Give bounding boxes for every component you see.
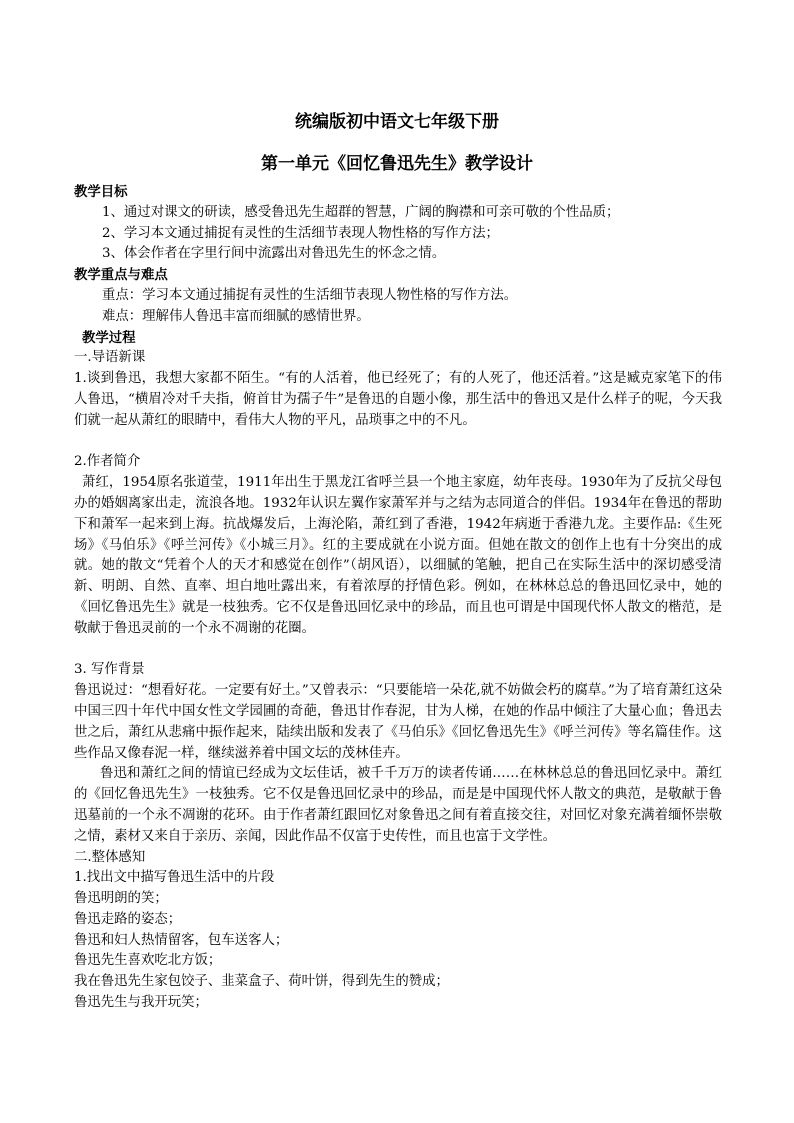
list-item: 我在鲁迅先生家包饺子、韭菜盒子、荷叶饼，得到先生的赞成； [74,974,449,990]
goal-item: 3、体会作者在字里行间中流露出对鲁迅先生的怀念之情。 [102,246,446,262]
paragraph-author: 萧红，1954原名张道莹，1911年出生于黑龙江省呼兰县一个地主家庭，幼年丧母。1930年为了反抗父母包办的婚姻离家出走，流浪各地。1932年认识左翼作家萧军并与之结为志同道合的伴侣。1934年在鲁迅的帮助下和萧军一起来到上海。抗战爆发后，上海沦陷，萧红到了香港，1942年病逝于香港九龙。主要作品:《生死场》《马伯乐》《呼兰河传》《小城三月》。红的主要成就在小说方面。但她在散文的创作上也有十分突出的成就。她的散文“凭着个人的天才和感觉在创作”（胡风语），以细腻的笔触，把自己在实际生活中的深切感受清新、明朗、自然、直率、坦白地吐露出来，有着浓厚的抒情色彩。例如，在林林总总的鲁迅回忆录中，她的《回忆鲁迅先生》就是一枝独秀。它不仅是鲁迅回忆录中的珍品，而且也可谓是中国现代怀人散文的楷范，是敬献于鲁迅灵前的一个永不凋谢的花圈。 [74,475,722,636]
subsection-heading-author: 2.作者简介 [74,454,141,470]
subsection-heading-intro: 一.导语新课 [74,350,146,366]
subsection-heading-background: 3. 写作背景 [74,662,145,678]
document-subtitle: 第一单元《回忆鲁迅先生》教学设计 [261,154,533,174]
document-title: 统编版初中语文七年级下册 [295,112,499,132]
section-heading-keypoints: 教学重点与难点 [74,267,168,284]
list-item: 鲁迅走路的姿态； [74,911,182,927]
list-item: 鲁迅先生与我开玩笑； [74,995,208,1011]
question-1: 1.找出文中描写鲁迅生活中的片段 [74,870,275,886]
spacer [74,640,722,661]
list-item: 鲁迅和妇人热情留客，包车送客人； [74,932,289,948]
spacer [74,432,722,453]
paragraph-background-1: 鲁迅说过：“想看好花。一定要有好土。”又曾表示：“只要能培一朵花,就不妨做会朽的腐草。”为了培育萧红这朵中国三四十年代中国女性文学园圃的奇葩，鲁迅甘作春泥，甘为人梯，在她的作品中倾注了大量心血；鲁迅去世之后，萧红从悲痛中振作起来，陆续出版和发表了《马伯乐》《回忆鲁迅先生》《呼兰河传》等名篇佳作。这些作品又像春泥一样，继续滋养着中国文坛的茂林佳卉。 [74,683,722,761]
keypoint-focus: 重点：学习本文通过捕捉有灵性的生活细节表现人物性格的写作方法。 [102,287,518,303]
section-heading-process: 教学过程 [82,329,136,346]
paragraph-background-2: 鲁迅和萧红之间的情谊已经成为文坛佳话，被千千万万的读者传诵……在林林总总的鲁迅回忆录中。萧红的《回忆鲁迅先生》一枝独秀。它不仅是鲁迅回忆录中的珍品，而是是中国现代怀人散文的典范，是敬献于鲁迅墓前的一个永不凋谢的花环。由于作者萧红跟回忆对象鲁迅之间有着直接交往，对回忆对象充满着缅怀崇敬之情，素材又来自于亲历、亲闻，因此作品不仅富于史传性，而且也富于文学性。 [74,766,722,844]
subsection-heading-overview: 二.整体感知 [74,849,146,865]
paragraph-intro: 1.谈到鲁迅，我想大家都不陌生。“有的人活着，他已经死了；有的人死了，他还活着。”这是臧克家笔下的伟人鲁迅，“横眉冷对千夫指，俯首甘为孺子牛”是鲁迅的自题小像，那生活中的鲁迅又是什么样子的呢，今天我们就一起从萧红的眼睛中，看伟大人物的平凡，品琐事之中的不凡。 [74,371,722,428]
keypoint-difficulty: 难点：理解伟人鲁迅丰富而细腻的感情世界。 [102,308,370,324]
goal-item: 2、学习本文通过捕捉有灵性的生活细节表现人物性格的写作方法； [102,225,499,241]
goal-item: 1、通过对课文的研读，感受鲁迅先生超群的智慧，广阔的胸襟和可亲可敬的个性品质； [102,204,620,220]
section-heading-goals: 教学目标 [74,184,128,200]
document-body [74,182,722,1014]
list-item: 鲁迅明朗的笑； [74,891,168,907]
list-item: 鲁迅先生喜欢吃北方饭； [74,953,222,969]
